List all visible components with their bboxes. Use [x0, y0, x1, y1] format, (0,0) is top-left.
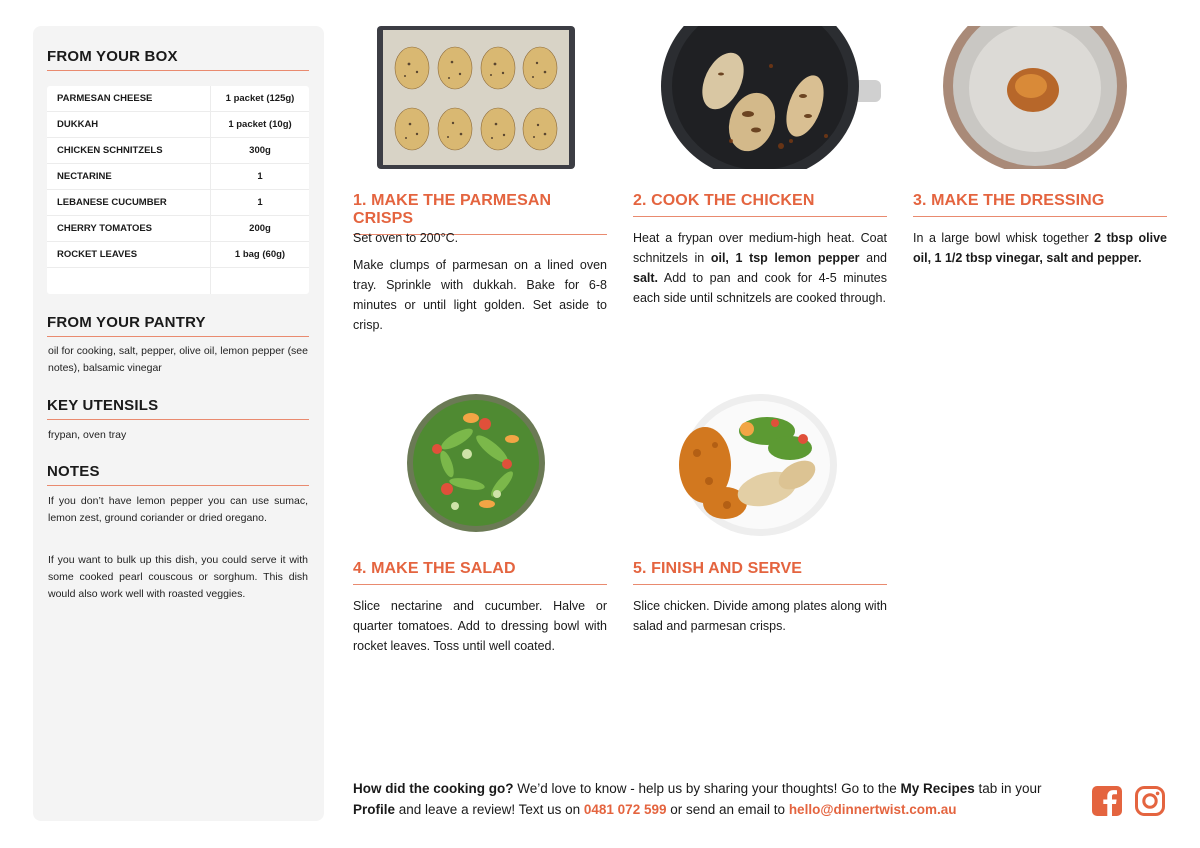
- footer-text: How did the cooking go?: [353, 781, 514, 796]
- instagram-icon[interactable]: [1134, 785, 1166, 817]
- chicken-frypan-photo: [661, 26, 881, 169]
- text: Add to pan and cook for 4-5 minutes each side until schnitzels are cooked through.: [633, 271, 887, 305]
- table-row-empty: [47, 268, 309, 294]
- step-5-text: [633, 596, 887, 643]
- salad-bowl-photo: [407, 394, 545, 532]
- facebook-icon[interactable]: [1091, 785, 1123, 817]
- text: and: [859, 251, 887, 265]
- pantry-heading: FROM YOUR PANTRY: [47, 314, 309, 337]
- ingredient-name: DUKKAH: [47, 112, 211, 137]
- step-4-text: [353, 596, 607, 663]
- ingredient-name: CHERRY TOMATOES: [47, 216, 211, 241]
- step-3-title: 3. MAKE THE DRESSING: [913, 192, 1167, 217]
- step-4-title: 4. MAKE THE SALAD: [353, 560, 607, 585]
- box-heading: FROM YOUR BOX: [47, 48, 309, 71]
- ingredient-name: CHICKEN SCHNITZELS: [47, 138, 211, 163]
- step-paragraph: [913, 228, 1167, 268]
- ingredient-name: LEBANESE CUCUMBER: [47, 190, 211, 215]
- text: Heat a frypan over medium-high heat. Coat schnitzels in: [633, 231, 887, 265]
- table-row: [47, 216, 309, 242]
- step-paragraph: [353, 255, 607, 335]
- table-row: [47, 112, 309, 138]
- step-2-title: 2. COOK THE CHICKEN: [633, 192, 887, 217]
- ingredient-qty: 1 packet (10g): [228, 119, 292, 130]
- ingredient-qty: 1 packet (125g): [225, 93, 295, 104]
- table-row: [47, 242, 309, 268]
- footer-text: tab in your: [974, 781, 1042, 796]
- step-2-text: [633, 228, 887, 315]
- table-row: [47, 86, 309, 112]
- notes-heading: NOTES: [47, 463, 309, 486]
- text: In a large bowl whisk together: [913, 231, 1095, 245]
- text: Slice nectarine and cucumber. Halve or quarter tomatoes. Add to dressing bowl with rocket leaves. Toss until well coated.: [353, 599, 607, 653]
- ingredient-name: NECTARINE: [47, 164, 211, 189]
- bold-text: 2 tbsp olive oil, 1 1/2 tbsp vinegar, salt and pepper.: [913, 231, 1167, 265]
- footer-text: or send an email to: [666, 802, 789, 817]
- ingredient-name: ROCKET LEAVES: [47, 242, 211, 267]
- utensils-heading: KEY UTENSILS: [47, 397, 309, 420]
- sidebar: [33, 26, 324, 821]
- ingredient-qty: 200g: [249, 223, 271, 234]
- footer-text: We’d love to know - help us by sharing your thoughts! Go to the: [513, 781, 901, 796]
- ingredient-qty: 1: [257, 171, 263, 182]
- ingredient-qty: 1: [257, 197, 263, 208]
- step-paragraph: [353, 596, 607, 656]
- table-row: [47, 190, 309, 216]
- table-row: [47, 138, 309, 164]
- box-ingredients-table: [47, 86, 309, 294]
- empty-cell: [47, 268, 211, 294]
- text: Set oven to 200°C.: [353, 231, 459, 245]
- contact-link[interactable]: 0481 072 599: [583, 802, 667, 817]
- footer-text: Profile: [353, 802, 396, 817]
- footer-text: My Recipes: [900, 781, 975, 796]
- bold-text: oil, 1 tsp lemon pepper: [710, 251, 860, 265]
- notes-paragraph: If you want to bulk up this dish, you could serve it with some cooked pearl couscous or sorghum. This dish would also work well with roasted veggies.: [48, 554, 308, 600]
- text: Slice chicken. Divide among plates along with salad and parmesan crisps.: [633, 599, 887, 633]
- ingredient-name: PARMESAN CHEESE: [47, 86, 211, 111]
- step-5-title: 5. FINISH AND SERVE: [633, 560, 887, 585]
- step-3-text: [913, 228, 1167, 275]
- finished-plate-photo: [675, 393, 837, 536]
- footer-text: and leave a review! Text us on: [395, 802, 584, 817]
- dressing-bowl-photo: [943, 26, 1127, 169]
- text: Make clumps of parmesan on a lined oven tray. Sprinkle with dukkah. Bake for 6-8 minutes or until light golden. Set aside to crisp.: [353, 258, 607, 332]
- bold-text: salt.: [633, 271, 659, 285]
- table-row: [47, 164, 309, 190]
- step-paragraph: [353, 228, 607, 248]
- step-1-title: 1. MAKE THE PARMESAN CRISPS: [353, 192, 607, 235]
- contact-link[interactable]: hello@dinnertwist.com.au: [788, 802, 957, 817]
- step-paragraph: [633, 596, 887, 636]
- ingredient-qty: 1 bag (60g): [234, 249, 286, 260]
- notes-paragraph: If you don’t have lemon pepper you can use sumac, lemon zest, ground coriander or dried oregano.: [48, 495, 308, 524]
- step-paragraph: [633, 228, 887, 308]
- feedback-footer: [353, 778, 1073, 820]
- ingredient-qty: 300g: [249, 145, 271, 156]
- pantry-text: oil for cooking, salt, pepper, olive oil, lemon pepper (see notes), balsamic vinegar: [48, 345, 308, 374]
- step-1-text: [353, 228, 607, 342]
- parmesan-crisps-photo: [377, 26, 575, 169]
- utensils-text: frypan, oven tray: [48, 429, 127, 441]
